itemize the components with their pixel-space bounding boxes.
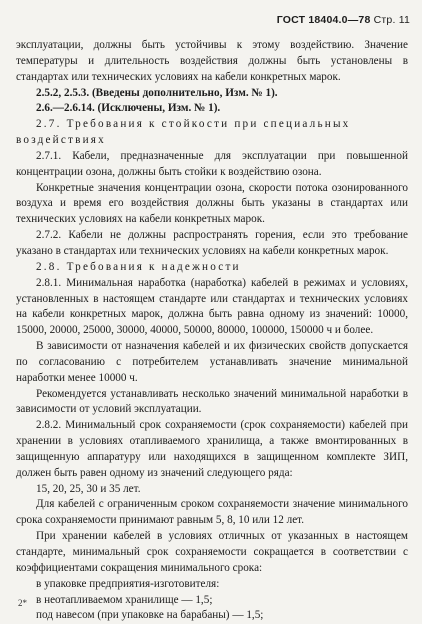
amendment-note: 2.6.—2.6.14. (Исключены, Изм. № 1).	[36, 102, 221, 115]
paragraph: Рекомендуется устанавливать несколько значений минимальной наработки в зависимости от условий эксплуатации.	[16, 387, 408, 416]
paragraph: 15, 20, 25, 30 и 35 лет.	[36, 482, 141, 495]
page-header	[277, 14, 410, 26]
paragraph: 2.8.1. Минимальная наработка (наработка) кабелей в режимах и условиях, установленных в настоящем стандарте или стандартах и технических условиях на кабели конкретных марок, должна быть равна одному из значений: 10000, 15000, 20000, 25000, 30000, 40000, 50000, 80000, 100000, 150000 ч и более.	[16, 276, 408, 337]
paragraph: 2.7.1. Кабели, предназначенные для эксплуатации при повышенной концентрации озона, должны быть стойки к воздействию озона.	[16, 149, 408, 178]
paragraph: При хранении кабелей в условиях отличных от указанных в настоящем стандарте, минимальный срок сохраняемости сокращается в соответствии с коэффициентами сокращения минимального срока:	[16, 530, 408, 574]
page-footer-mark: 2*	[18, 598, 27, 608]
paragraph: эксплуатации, должны быть устойчивы к этому воздействию. Значение температуры и длительность воздействия должны быть установлены в стандартах или технических условиях на кабели конкретных марок.	[16, 39, 408, 83]
paragraph: Для кабелей с ограниченным сроком сохраняемости значение минимального срока сохраняемости принимают равным 5, 8, 10 или 12 лет.	[16, 498, 408, 527]
paragraph: 2.8.2. Минимальный срок сохраняемости (срок сохраняемости) кабелей при хранении в условиях отапливаемого хранилища, а также вмонтированных в защищенную аппаратуру или находящихся в защищенном комплекте ЗИП, должен быть равен одному из значений следующего ряда:	[16, 419, 408, 479]
section-heading: 2.7. Требования к стойкости при специальных воздействиях	[16, 118, 351, 147]
list-item: в упаковке предприятия-изготовителя:	[36, 577, 220, 590]
standard-number: ГОСТ 18404.0—78	[276, 14, 371, 26]
paragraph: 2.7.2. Кабели не должны распространять горения, если это требование указано в стандартах или технических условиях на кабели конкретных марок.	[16, 229, 408, 257]
document-body	[16, 38, 408, 624]
page-number: Стр. 11	[373, 14, 410, 26]
paragraph: Конкретные значения концентрации озона, скорости потока озонированного воздуха и время его воздействия должны быть указаны в стандартах или технических условиях на кабели конкретных марок.	[16, 181, 408, 226]
paragraph: В зависимости от назначения кабелей и их физических свойств допускается по согласованию с потребителем устанавливать значение минимальной наработки менее 10000 ч.	[16, 340, 408, 384]
list-item: в неотапливаемом хранилище — 1,5;	[36, 593, 213, 606]
section-heading: 2.8. Требования к надежности	[36, 260, 241, 273]
list-item: под навесом (при упаковке на барабаны) — 1,5;	[36, 609, 264, 622]
amendment-note: 2.5.2, 2.5.3. (Введены дополнительно, Изм. № 1).	[36, 86, 278, 99]
